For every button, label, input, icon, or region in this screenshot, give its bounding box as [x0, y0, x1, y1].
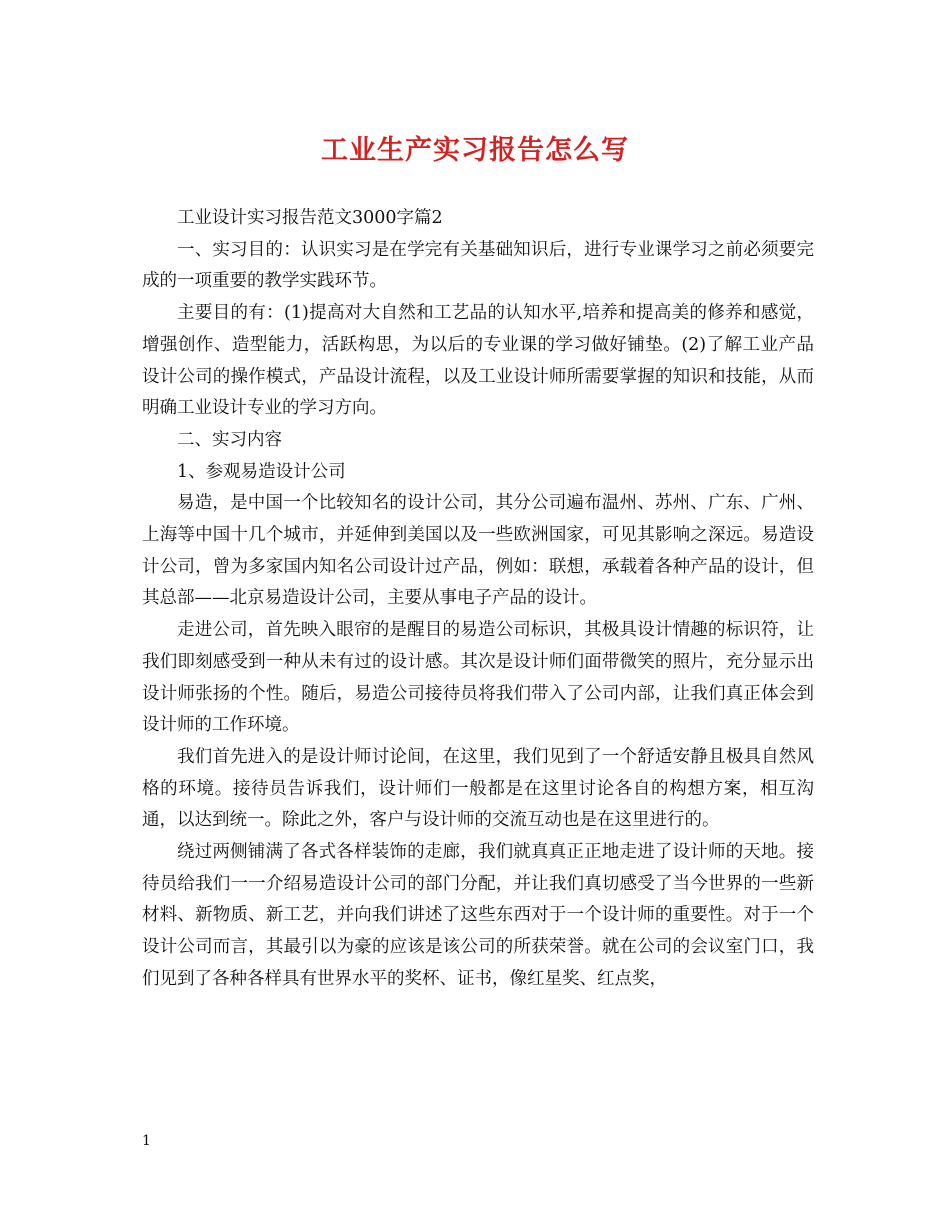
section-heading-content: 二、实习内容: [177, 429, 282, 450]
paragraph-company-intro: 易造，是中国一个比较知名的设计公司，其分公司遍布温州、苏州、广东、广州、上海等中国十几个城市，并延伸到美国以及一些欧洲国家，可见其影响之深远。易造设计公司，曾为多家国内知名公司设计过产品，例如：联想，承载着各种产品的设计，但其总部——北京易造设计公司，主要从事电子产品的设计。: [142, 493, 814, 609]
document-title: 工业生产实习报告怎么写: [321, 135, 629, 166]
paragraph-discussion-room: 我们首先进入的是设计师讨论间，在这里，我们见到了一个舒适安静且极具自然风格的环境。接待员告诉我们，设计师们一般都是在这里讨论各自的构想方案，相互沟通，以达到统一。除此之外，客户与设计师的交流互动也是在这里进行的。: [142, 746, 814, 831]
paragraph-subtitle: 工业设计实习报告范文3000字篇2: [177, 208, 443, 228]
paragraph-purpose: 一、实习目的：认识实习是在学完有关基础知识后，进行专业课学习之前必须要完成的一项重要的教学实践环节。: [142, 239, 814, 292]
subsection-heading-visit: 1、参观易造设计公司: [177, 461, 346, 482]
paragraph-main-goals: 主要目的有：(1)提高对大自然和工艺品的认知水平,培养和提高美的修养和感觉，增强创作、造型能力，活跃构思，为以后的专业课的学习做好铺垫。(2)了解工业产品设计公司的操作模式，产品设计流程，以及工业设计师所需要掌握的知识和技能，从而明确工业设计专业的学习方向。: [142, 303, 814, 419]
paragraph-designer-area: 绕过两侧铺满了各式各样装饰的走廊，我们就真真正正地走进了设计师的天地。接待员给我们一一介绍易造设计公司的部门分配，并让我们真切感受了当今世界的一些新材料、新物质、新工艺，并向我们讲述了这些东西对于一个设计师的重要性。对于一个设计公司而言，其最引以为豪的应该是该公司的所获荣誉。就在公司的会议室门口，我们见到了各种各样具有世界水平的奖杯、证书，像红星奖、红点奖，: [142, 842, 814, 989]
paragraph-entrance: 走进公司，首先映入眼帘的是醒目的易造公司标识，其极具设计情趣的标识符，让我们即刻感受到一种从未有过的设计感。其次是设计师们面带微笑的照片，充分显示出设计师张扬的个性。随后，易造公司接待员将我们带入了公司内部，让我们真正体会到设计师的工作环境。: [142, 620, 814, 736]
document-body: [142, 203, 814, 996]
page-number: 1: [142, 1133, 151, 1149]
